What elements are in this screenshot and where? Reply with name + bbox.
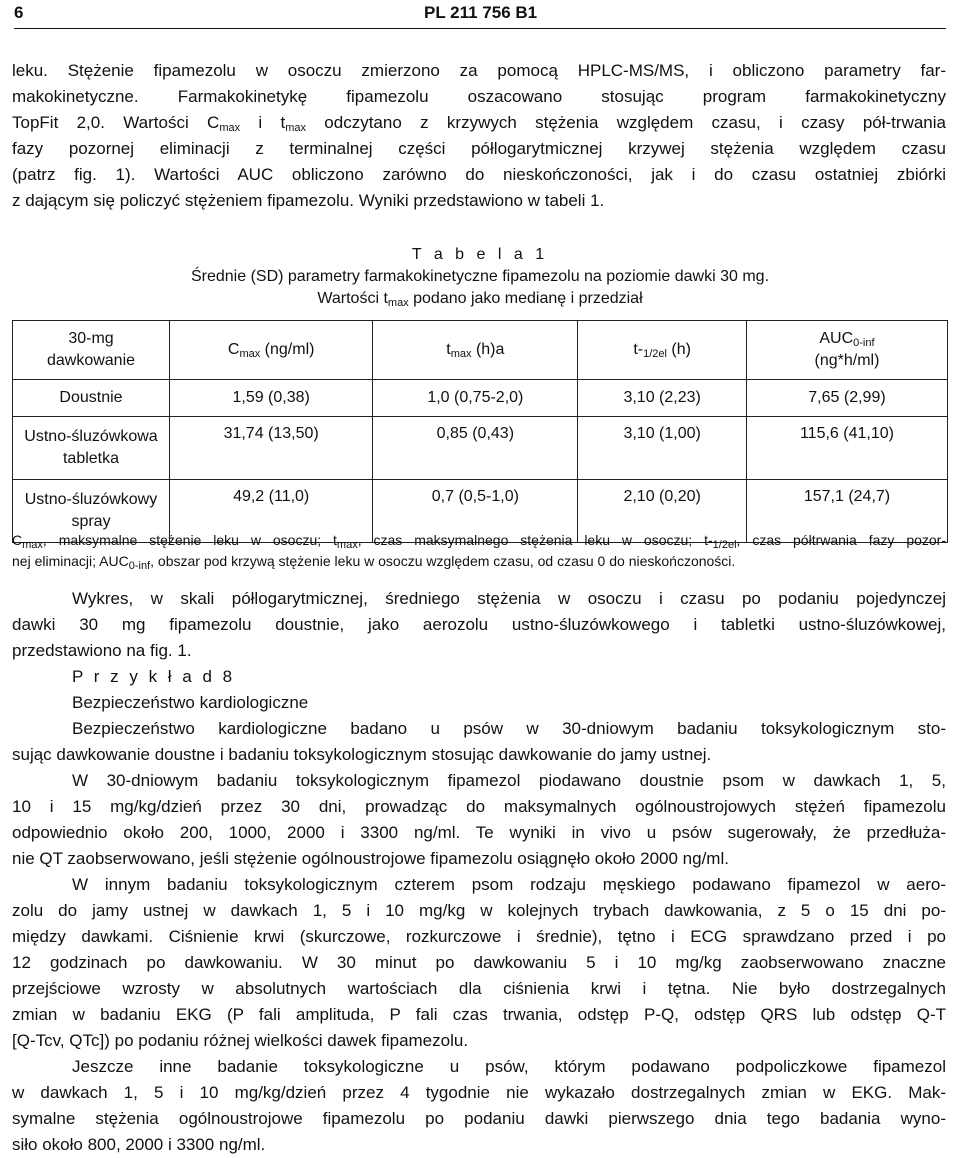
cell-thalf: 3,10 (1,00) xyxy=(578,417,747,480)
text-line: odpowiednio około 200, 1000, 2000 i 3300 ng/ml. Te wyniki in vivo u psów sugerowały, że przedłuża- xyxy=(12,823,946,842)
text-line: z dającym się policzyć stężeniem fipamezolu. Wyniki przedstawiono w tabeli 1. xyxy=(12,191,605,210)
text-line: 12 godzinach po dawkowaniu. W 30 minut po dawkowaniu 5 i 10 mg/kg zaobserwowano znaczne xyxy=(12,953,946,972)
text-line: 10 i 15 mg/kg/dzień przez 30 dni, prowadząc do maksymalnych ogólnoustrojowych stężeń fipamezolu xyxy=(12,797,946,816)
row-label: Doustnie xyxy=(13,380,170,417)
text-line: leku. Stężenie fipamezolu w osoczu zmierzono za pomocą HPLC-MS/MS, i obliczono parametry far- xyxy=(12,61,946,80)
text-line: fazy pozornej eliminacji z terminalnej części półlogarytmicznej krzywej stężenia względem czasu xyxy=(12,139,946,158)
header-cmax: $C_{max}$ (ng/ml) xyxy=(170,321,373,380)
text-line: TopFit 2,0. Wartości $C_{max}$ i $t_{max}$ odczytano z krzywych stężenia względem czasu, i czasy pół-trwania xyxy=(12,113,946,134)
table-header-row xyxy=(13,321,948,380)
cell-auc: 115,6 (41,10) xyxy=(746,417,947,480)
section-title: Bezpieczeństwo kardiologiczne xyxy=(72,693,309,712)
text-line: W 30-dniowym badaniu toksykologicznym fipamezol piodawano doustnie psom w dawkach 1, 5, xyxy=(72,771,946,790)
cell-cmax: 49,2 (11,0) xyxy=(170,480,373,543)
text-line: dawki 30 mg fipamezolu doustnie, jako aerozolu ustno-śluzówkowego i tabletki ustno-śluzówkowej, xyxy=(12,615,946,634)
text-line: zolu do jamy ustnej w dawkach 1, 5 i 10 mg/kg w kolejnych trybach dawkowania, z 5 o 15 dni po- xyxy=(12,901,946,920)
cell-tmax: 0,85 (0,43) xyxy=(373,417,578,480)
body-text xyxy=(12,586,946,1158)
table-row xyxy=(13,380,948,417)
text-line: przedstawiono na fig. 1. xyxy=(12,641,192,660)
cell-auc: 157,1 (24,7) xyxy=(746,480,947,543)
text-line: (patrz fig. 1). Wartości AUC obliczono zarówno do nieskończoności, jak i do czasu ostatniej zbiórki xyxy=(12,165,946,184)
table-caption-line: Średnie (SD) parametry farmakokinetyczne fipamezolu na poziomie dawki 30 mg. xyxy=(190,268,770,285)
text-line: siło około 800, 2000 i 3300 ng/ml. xyxy=(12,1135,266,1154)
text-line: sując dawkowanie doustne i badaniu toksykologicznym stosując dawkowanie do jamy ustnej. xyxy=(12,745,712,764)
text-line: Bezpieczeństwo kardiologiczne badano u psów w 30-dniowym badaniu toksykologicznym sto- xyxy=(72,719,946,738)
header-thalf: $t-_{1/2el}$ (h) xyxy=(578,321,747,380)
text-line: [Q-Tcv, QTc]) po podaniu różnej wielkości dawek fipamezolu. xyxy=(12,1031,469,1050)
header-auc: $AUC_{0-inf}$ (ng*h/ml) xyxy=(746,321,947,380)
cell-cmax: 1,59 (0,38) xyxy=(170,380,373,417)
intro-paragraph xyxy=(12,58,946,214)
example-heading: P r z y k ł a d 8 xyxy=(72,667,236,686)
cell-tmax: 1,0 (0,75-2,0) xyxy=(373,380,578,417)
page-header xyxy=(0,0,960,30)
cell-cmax: 31,74 (13,50) xyxy=(170,417,373,480)
text-line: w dawkach 1, 5 i 10 mg/kg/dzień przez 4 tygodnie nie wykazało dostrzegalnych zmian w EKG. Mak- xyxy=(12,1083,946,1102)
table-caption xyxy=(0,244,960,310)
cell-tmax: 0,7 (0,5-1,0) xyxy=(373,480,578,543)
header-tmax: $t_{max}$ (h)a xyxy=(373,321,578,380)
footnote-line: $C_{max}$, maksymalne stężenie leku w osoczu; $t_{max}$, czas maksymalnego stężenia leku w osoczu; $t-_{1/2el}$, czas półtrwania fazy pozor- xyxy=(12,532,947,551)
table-caption-line: Wartości $t_{max}$ podano jako medianę i przedział xyxy=(317,290,643,309)
text-line: przejściowe wzrosty w absolutnych wartościach dla ciśnienia krwi i tętna. Nie było dostrzegalnych xyxy=(12,979,946,998)
footnote-line: nej eliminacji; $AUC_{0-inf}$, obszar pod krzywą stężenie leku w osoczu względem czasu, od czasu 0 do nieskończoności. xyxy=(12,553,736,572)
text-line: Jeszcze inne badanie toksykologiczne u psów, którym podawano podpoliczkowe fipamezol xyxy=(72,1057,946,1076)
cell-thalf: 2,10 (0,20) xyxy=(578,480,747,543)
patent-id: PL 211 756 B1 xyxy=(424,3,538,22)
text-line: nie QT zaobserwowano, jeśli stężenie ogólnoustrojowe fipamezolu osiągnęło około 2000 ng/ml. xyxy=(12,849,729,868)
text-line: W innym badaniu toksykologicznym czterem psom rodzaju męskiego podawano fipamezol w aero- xyxy=(72,875,946,894)
header-rule xyxy=(14,28,946,29)
row-label: Ustno-śluzówkowa tabletka xyxy=(13,417,170,480)
row-label: Ustno-śluzówkowy spray xyxy=(13,480,170,543)
cell-thalf: 3,10 (2,23) xyxy=(578,380,747,417)
table-footnote xyxy=(12,530,946,572)
cell-auc: 7,65 (2,99) xyxy=(746,380,947,417)
text-line: Wykres, w skali półlogarytmicznej, średniego stężenia w osoczu i czasu po podaniu pojedynczej xyxy=(72,589,946,608)
table-row xyxy=(13,417,948,480)
table-title: T a b e l a 1 xyxy=(411,246,549,263)
text-line: symalne stężenia ogólnoustrojowe fipamezolu po podaniu dawki pierwszego dnia tego badania wyno- xyxy=(12,1109,946,1128)
text-line: makokinetyczne. Farmakokinetykę fipamezolu oszacowano stosując program farmakokinetyczny xyxy=(12,87,946,106)
page-number: 6 xyxy=(14,3,24,22)
text-line: zmian w badaniu EKG (P fali amplituda, P fali czas trwania, odstęp P-Q, odstęp QRS lub odstęp Q-T xyxy=(12,1005,946,1024)
header-dosing: 30-mg dawkowanie xyxy=(13,321,170,380)
pk-parameters-table xyxy=(12,320,948,543)
text-line: między dawkami. Ciśnienie krwi (skurczowe, rozkurczowe i średnie), tętno i ECG sprawdzano przed i po xyxy=(12,927,946,946)
